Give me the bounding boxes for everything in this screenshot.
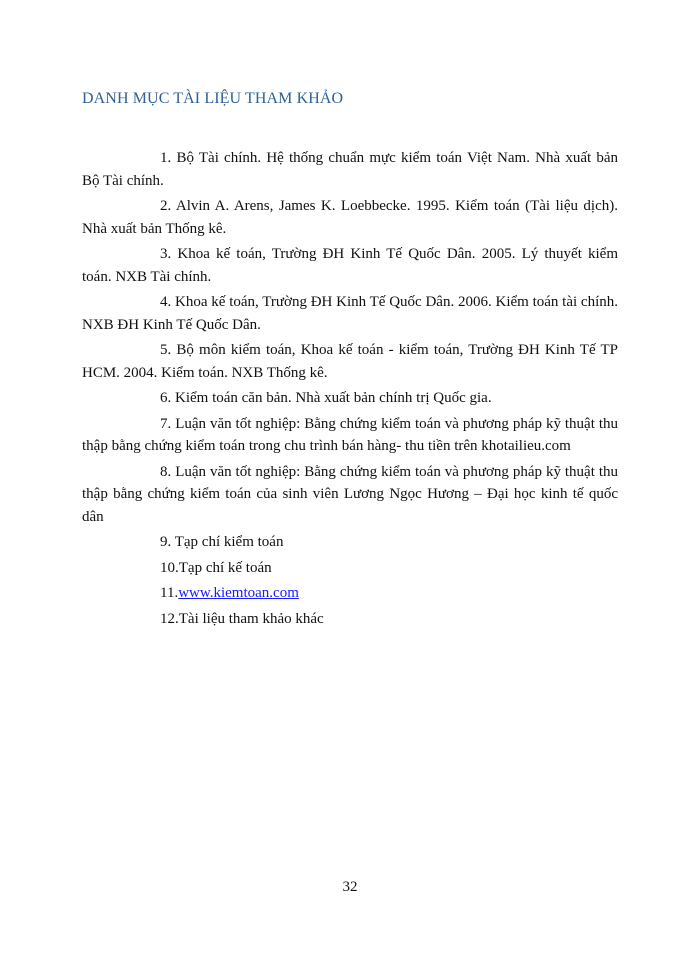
reference-number: 3. xyxy=(160,246,172,262)
reference-text: Kiểm toán căn bản. Nhà xuất bản chính trị Quốc gia. xyxy=(175,390,492,406)
reference-number: 5. xyxy=(160,342,172,358)
references-heading: DANH MỤC TÀI LIỆU THAM KHẢO xyxy=(82,90,344,107)
reference-text: Tạp chí kiểm toán xyxy=(174,534,284,550)
reference-number: 11. xyxy=(160,585,179,601)
reference-item-5 xyxy=(82,339,618,384)
reference-item-8 xyxy=(82,461,618,529)
reference-item-12 xyxy=(82,608,618,631)
reference-text: Tài liệu tham khảo khác xyxy=(178,610,324,627)
reference-list xyxy=(82,147,618,633)
reference-number: 12. xyxy=(160,610,179,627)
reference-text: Bộ Tài chính. Hệ thống chuẩn mực kiểm toán Việt Nam. Nhà xuất bản Bộ Tài chính. xyxy=(82,150,619,189)
reference-item-2 xyxy=(82,195,618,240)
reference-number: 7. xyxy=(160,415,172,432)
reference-text: Alvin A. Arens, James K. Loebbecke. 1995. Kiểm toán (Tài liệu dịch). Nhà xuất bản Thống kê. xyxy=(82,198,618,237)
reference-number: 8. xyxy=(160,463,172,480)
reference-item-3 xyxy=(82,243,618,288)
reference-number: 2. xyxy=(160,198,172,214)
page-number: 32 xyxy=(342,879,358,895)
reference-number: 1. xyxy=(160,150,172,166)
reference-text: Tạp chí kế toán xyxy=(178,559,272,576)
reference-text: Luận văn tốt nghiệp: Bằng chứng kiểm toán và phương pháp kỹ thuật thu thập bằng chứng kiểm toán của sinh viên Lương Ngọc Hương – Đại học kinh tế quốc dân xyxy=(82,463,618,525)
reference-number: 4. xyxy=(160,294,172,310)
reference-item-4 xyxy=(82,291,618,336)
reference-text: Khoa kế toán, Trường ĐH Kinh Tế Quốc Dân. 2006. Kiểm toán tài chính. NXB ĐH Kinh Tế Quốc Dân. xyxy=(82,294,618,333)
reference-text: Khoa kế toán, Trường ĐH Kinh Tế Quốc Dân. 2005. Lý thuyết kiểm toán. NXB Tài chính. xyxy=(82,246,618,285)
reference-number: 6. xyxy=(160,390,172,406)
reference-number: 10. xyxy=(160,559,179,576)
reference-link[interactable]: www.kiemtoan.com xyxy=(178,585,299,601)
reference-number: 9. xyxy=(160,534,172,550)
reference-text: Bộ môn kiểm toán, Khoa kế toán - kiểm toán, Trường ĐH Kinh Tế TP HCM. 2004. Kiểm toán. NXB Thống kê. xyxy=(82,342,618,381)
reference-text: Luận văn tốt nghiệp: Bằng chứng kiểm toán và phương pháp kỹ thuật thu thập bằng chứng kiểm toán trong chu trình bán hàng- thu tiền trên khotailieu.com xyxy=(82,415,618,454)
reference-item-1 xyxy=(82,147,618,192)
reference-item-7 xyxy=(82,413,618,458)
reference-item-10 xyxy=(82,557,618,580)
reference-item-11 xyxy=(82,582,618,605)
reference-item-9 xyxy=(82,531,618,554)
reference-item-6 xyxy=(82,387,618,410)
